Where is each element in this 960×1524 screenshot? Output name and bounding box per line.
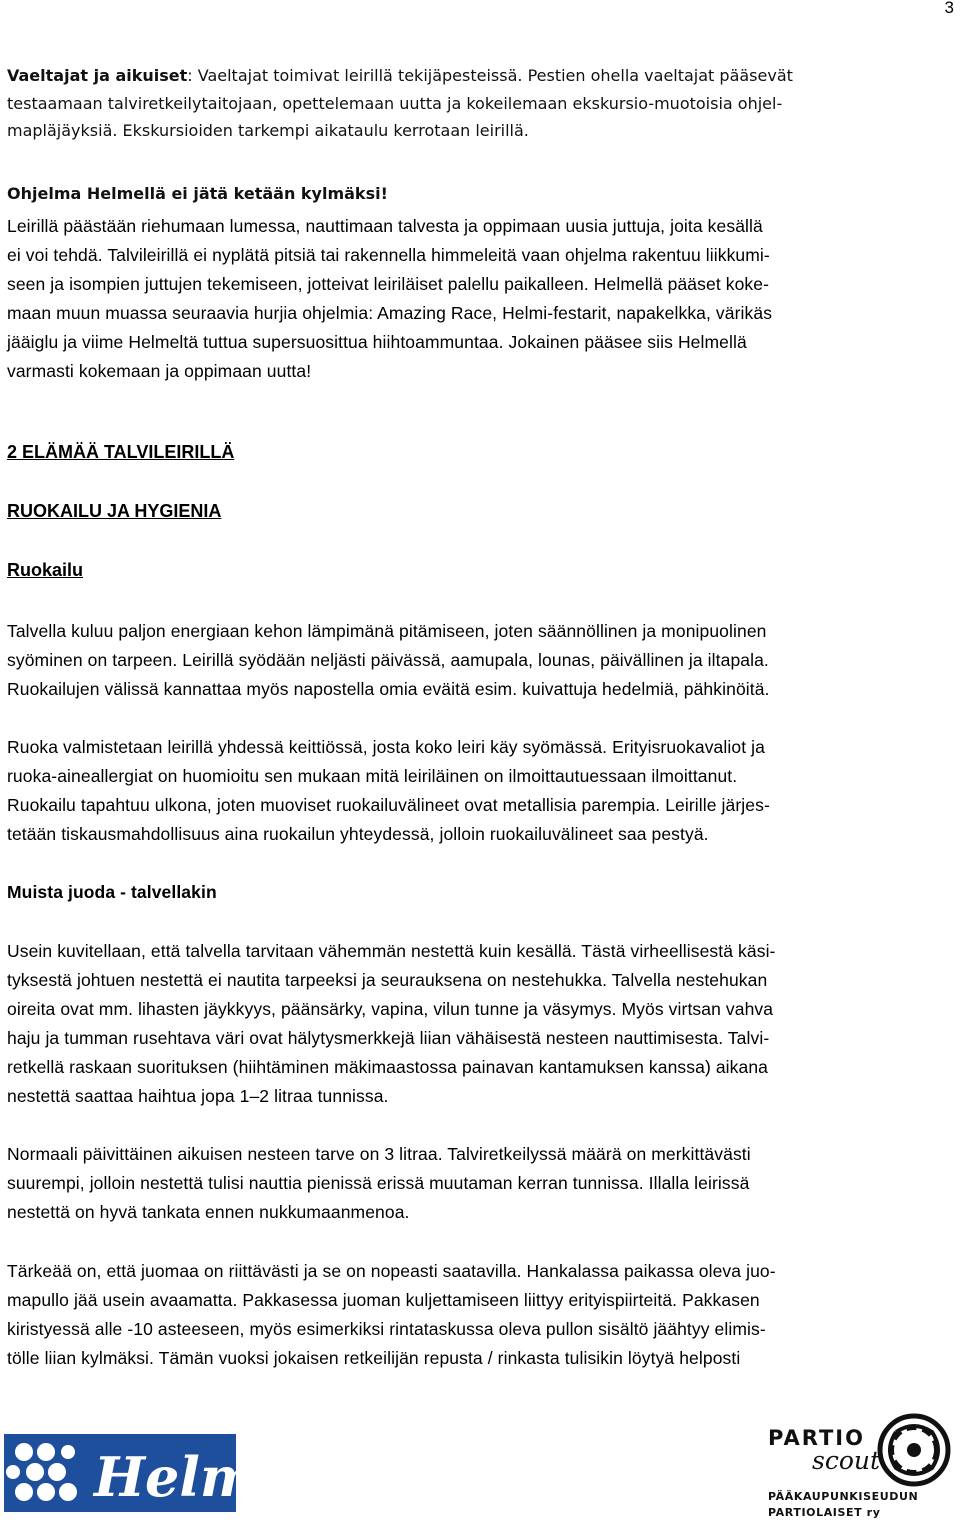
partio-word: PARTIO <box>768 1426 865 1450</box>
ruokailu-line: syöminen on tarpeen. Leirillä syödään neljästi päivässä, aamupala, lounas, päivällinen ja iltapala. <box>7 650 769 670</box>
juoda-line: mapullo jää usein avaamatta. Pakkasessa juoman kuljettamiseen liittyy erityispiirteitä. Pakkasen <box>7 1290 760 1310</box>
program-line: varmasti kokemaan ja oppimaan uutta! <box>7 361 312 381</box>
juoda-paragraph-1 <box>7 937 953 1111</box>
juoda-line: haju ja tumman rusehtava väri ovat hälytysmerkkejä liian vähäisestä nesteen nauttimisesta. Talvi- <box>7 1028 770 1048</box>
ruokailu-heading: Ruokailu <box>7 560 84 580</box>
ruokailu-line: Ruokailu tapahtuu ulkona, joten muoviset ruokailuvälineet ovat metallisia parempia. Leirille järjes- <box>7 795 770 815</box>
juoda-paragraph-2 <box>7 1140 953 1227</box>
helmi-logo-text: Helmi <box>94 1445 278 1509</box>
ruokailu-line: tetään tiskausmahdollisuus aina ruokailun yhteydessä, jolloin ruokailuvälineet saa pestyä. <box>7 824 709 844</box>
juoda-line: Normaali päivittäinen aikuisen nesteen tarve on 3 litraa. Talviretkeilyssä määrä on merkittävästi <box>7 1144 751 1164</box>
program-line: seen ja isompien juttujen tekemiseen, jotteivat leiriläiset palellu paikalleen. Helmellä pääset koke- <box>7 274 770 294</box>
ruokailu-line: Ruoka valmistetaan leirillä yhdessä keittiössä, josta koko leiri käy syömässä. Erityisruokavaliot ja <box>7 737 765 757</box>
juoda-line: nestettä on hyvä tankata ennen nukkumaanmenoa. <box>7 1202 410 1222</box>
juoda-line: nestettä saattaa haihtua jopa 1–2 litraa tunnissa. <box>7 1086 389 1106</box>
juoda-line: retkellä raskaan suorituksen (hiihtäminen mäkimaastossa painavan kantamuksen kanssa) aikana <box>7 1057 769 1077</box>
intro-paragraph <box>7 62 953 145</box>
scout-word: scout <box>812 1446 881 1475</box>
program-line: maan muun muassa seuraavia hurjia ohjelmia: Amazing Race, Helmi-festarit, napakelkka, värikäs <box>7 303 773 323</box>
program-paragraph <box>7 212 953 386</box>
juoda-line: suurempi, jolloin nestettä tulisi nauttia pienissä erissä muutaman kerran tunnissa. Illalla leirissä <box>7 1173 750 1193</box>
ruokailu-paragraph-1 <box>7 617 953 704</box>
juoda-line: Tärkeää on, että juomaa on riittävästi ja se on nopeasti saatavilla. Hankalassa paikassa oleva juo- <box>7 1261 776 1281</box>
subsection-title: RUOKAILU JA HYGIENIA <box>7 501 222 521</box>
juoda-heading: Muista juoda - talvellakin <box>7 882 217 902</box>
program-line: Leirillä päästään riehumaan lumessa, nauttimaan talvesta ja oppimaan uusia juttuja, joita kesällä <box>7 216 763 236</box>
partioscout-logo <box>760 1410 956 1522</box>
org-name-line-2: PARTIOLAISET ry <box>768 1506 881 1519</box>
intro-line-1: Vaeltajat ja aikuiset: Vaeltajat toimivat leirillä tekijäpesteissä. Pestien ohella vaeltajat pääsevät <box>7 66 793 85</box>
partio-emblem-icon <box>876 1412 952 1488</box>
juoda-line: tyksestä johtuen nestettä ei nautita tarpeeksi ja seurauksena on nestehukka. Talvella nestehukan <box>7 970 768 990</box>
helmi-logo-graphic <box>4 1430 278 1514</box>
ruokailu-line: ruoka-aineallergiat on huomioitu sen mukaan mitä leiriläinen on ilmoittautuessaan ilmoittanut. <box>7 766 738 786</box>
section-title: 2 ELÄMÄÄ TALVILEIRILLÄ <box>7 442 235 462</box>
program-line: ei voi tehdä. Talvileirillä ei nyplätä pitsiä tai rakennella himmeleitä vaan ohjelma rakentuu liikkumi- <box>7 245 770 265</box>
juoda-line: Usein kuvitellaan, että talvella tarvitaan vähemmän nestettä kuin kesällä. Tästä virheellisestä käsi- <box>7 941 776 961</box>
program-section <box>7 180 953 208</box>
intro-label: Vaeltajat ja aikuiset <box>7 66 188 85</box>
juoda-paragraph-3 <box>7 1257 953 1373</box>
intro-line-3: mapläjäyksiä. Ekskursioiden tarkempi aikataulu kerrotaan leirillä. <box>7 121 529 140</box>
program-line: jääiglu ja viime Helmeltä tuttua supersuosittua hiihtoammuntaa. Jokainen pääsee siis Helmellä <box>7 332 747 352</box>
juoda-line: tölle liian kylmäksi. Tämän vuoksi jokaisen retkeilijän repusta / rinkasta tulisikin löytyä helposti <box>7 1348 741 1368</box>
ruokailu-line: Talvella kuluu paljon energiaan kehon lämpimänä pitämiseen, joten säännöllinen ja monipuolinen <box>7 621 767 641</box>
ruokailu-paragraph-2 <box>7 733 953 849</box>
intro-line-2: testaamaan talviretkeilytaitojaan, opettelemaan uutta ja kokeilemaan ekskursio-muotoisia ohjel- <box>7 93 783 113</box>
page-number: 3 <box>944 0 954 17</box>
helmi-logo <box>4 1430 278 1514</box>
program-heading: Ohjelma Helmellä ei jätä ketään kylmäksi! <box>7 184 388 203</box>
juoda-line: kiristyessä alle -10 asteeseen, myös esimerkiksi rintataskussa oleva pullon sisältö jäähtyy elimis- <box>7 1319 766 1339</box>
org-name-line-1: PÄÄKAUPUNKISEUDUN <box>768 1490 919 1503</box>
juoda-line: oireita ovat mm. lihasten jäykkyys, päänsärky, vapina, vilun tunne ja väsymys. Myös virtsan vahva <box>7 999 774 1019</box>
ruokailu-line: Ruokailujen välissä kannattaa myös napostella omia eväitä esim. kuivattuja hedelmiä, pähkinöitä. <box>7 679 770 699</box>
